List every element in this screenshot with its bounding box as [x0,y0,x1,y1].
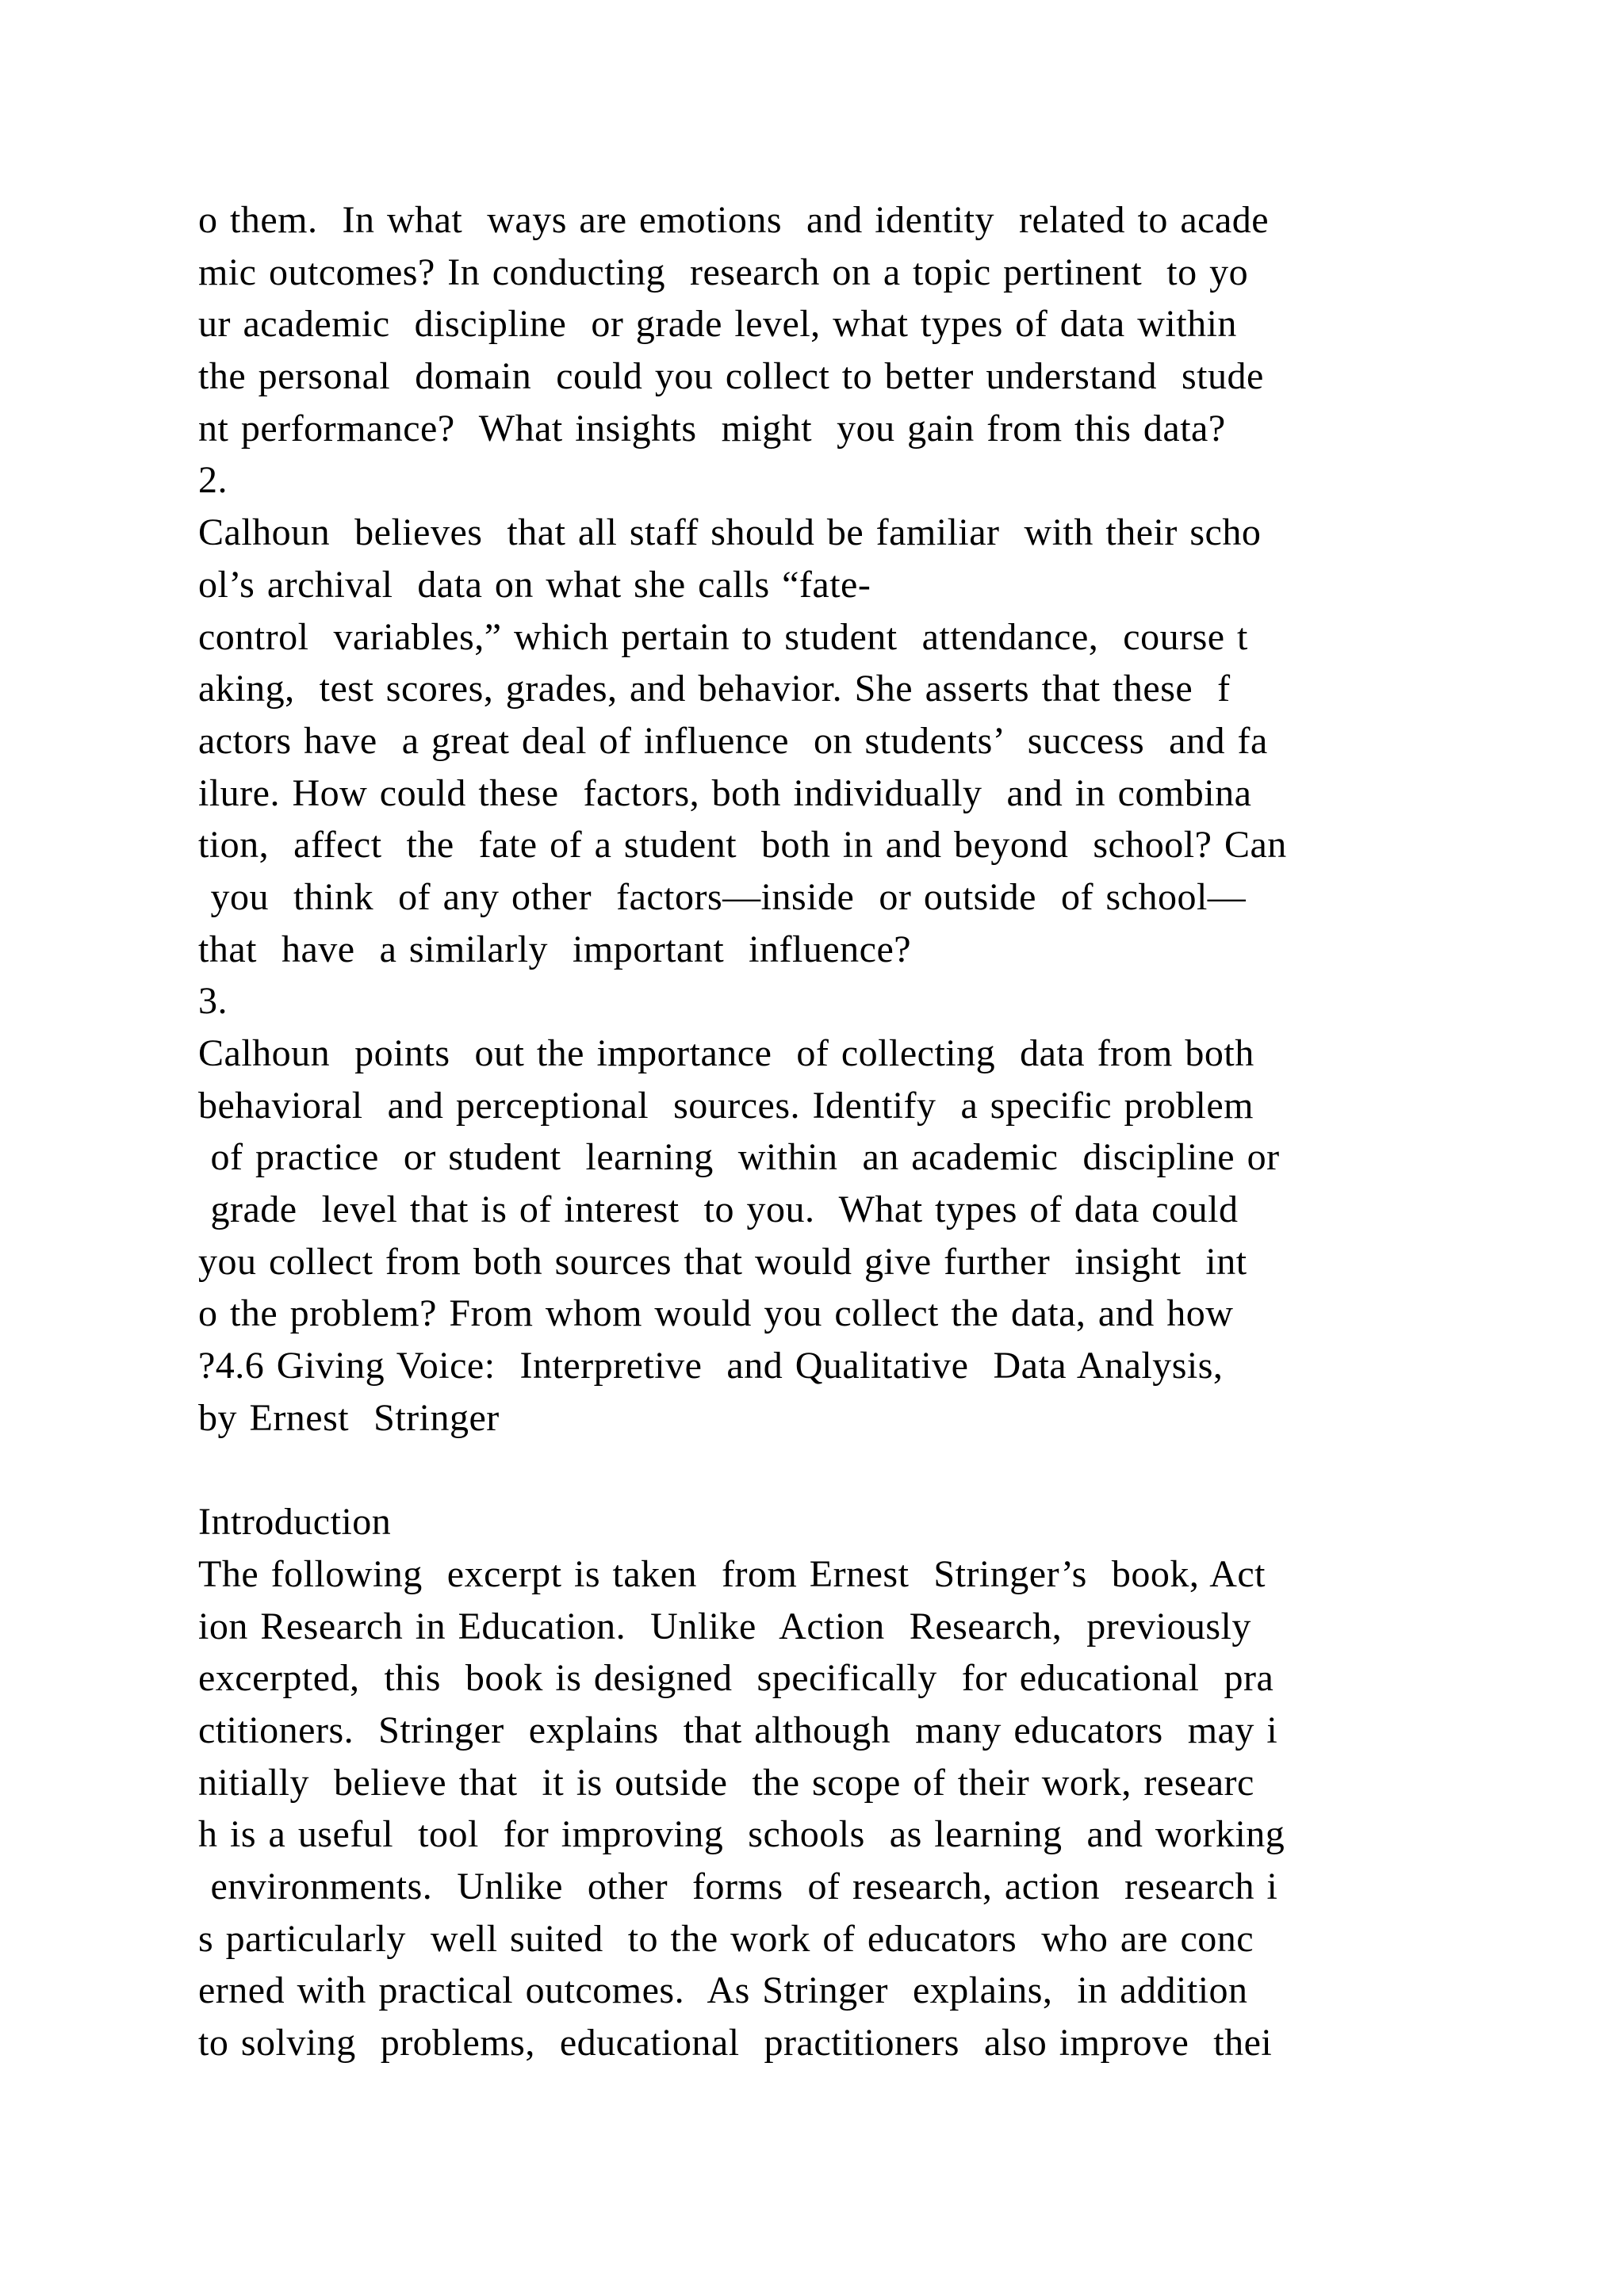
text-line: you think of any other factors—inside or outside of school— [198,875,1247,918]
text-line: environments. Unlike other forms of research, action research i [198,1866,1278,1908]
text-line: you collect from both sources that would give further insight int [198,1240,1247,1283]
text-line: excerpted, this book is designed specifically for educational pra [198,1657,1274,1700]
text-line: h is a useful tool for improving schools as learning and working [198,1813,1285,1856]
list-number: 2. [198,459,228,502]
text-line: aking, test scores, grades, and behavior. She asserts that these f [198,668,1231,710]
text-line: to solving problems, educational practitioners also improve thei [198,2022,1273,2064]
text-line: ur academic discipline or grade level, what types of data within [198,303,1237,346]
text-line: s particularly well suited to the work of educators who are conc [198,1917,1254,1960]
text-line: the personal domain could you collect to better understand stude [198,355,1264,398]
text-line: o them. In what ways are emotions and identity related to acade [198,199,1270,241]
text-line: ion Research in Education. Unlike Action Research, previously [198,1605,1251,1647]
document-body [198,194,1435,2069]
text-line: The following excerpt is taken from Ernest Stringer’s book, Act [198,1552,1266,1595]
section-heading-line: ?4.6 Giving Voice: Interpretive and Qualitative Data Analysis, [198,1345,1224,1387]
text-line: erned with practical outcomes. As Stringer explains, in addition [198,1969,1248,2012]
blank-line [198,1445,1435,1497]
text-line: that have a similarly important influence? [198,928,912,970]
text-line: control variables,” which pertain to student attendance, course t [198,615,1248,658]
text-line: o the problem? From whom would you collect the data, and how [198,1292,1234,1335]
introduction-heading: Introduction [198,1501,392,1544]
text-line: behavioral and perceptional sources. Identify a specific problem [198,1084,1254,1127]
text-line: tion, affect the fate of a student both in and beyond school? Can [198,824,1287,867]
text-line: grade level that is of interest to you. What types of data could [198,1188,1239,1231]
section-author-line: by Ernest Stringer [198,1396,500,1439]
text-line: mic outcomes? In conducting research on a topic pertinent to yo [198,251,1249,293]
list-number: 3. [198,980,228,1023]
text-line: Calhoun believes that all staff should be familiar with their scho [198,511,1262,554]
text-line: ol’s archival data on what she calls “fate- [198,563,871,606]
text-line: nitially believe that it is outside the scope of their work, researc [198,1761,1254,1804]
text-line: Calhoun points out the importance of collecting data from both [198,1032,1254,1074]
text-line: actors have a great deal of influence on students’ success and fa [198,719,1268,762]
text-line: of practice or student learning within an academic discipline or [198,1136,1280,1179]
text-line: nt performance? What insights might you gain from this data? [198,407,1226,450]
text-line: ilure. How could these factors, both individually and in combina [198,771,1252,814]
text-line: ctitioners. Stringer explains that although many educators may i [198,1709,1278,1751]
